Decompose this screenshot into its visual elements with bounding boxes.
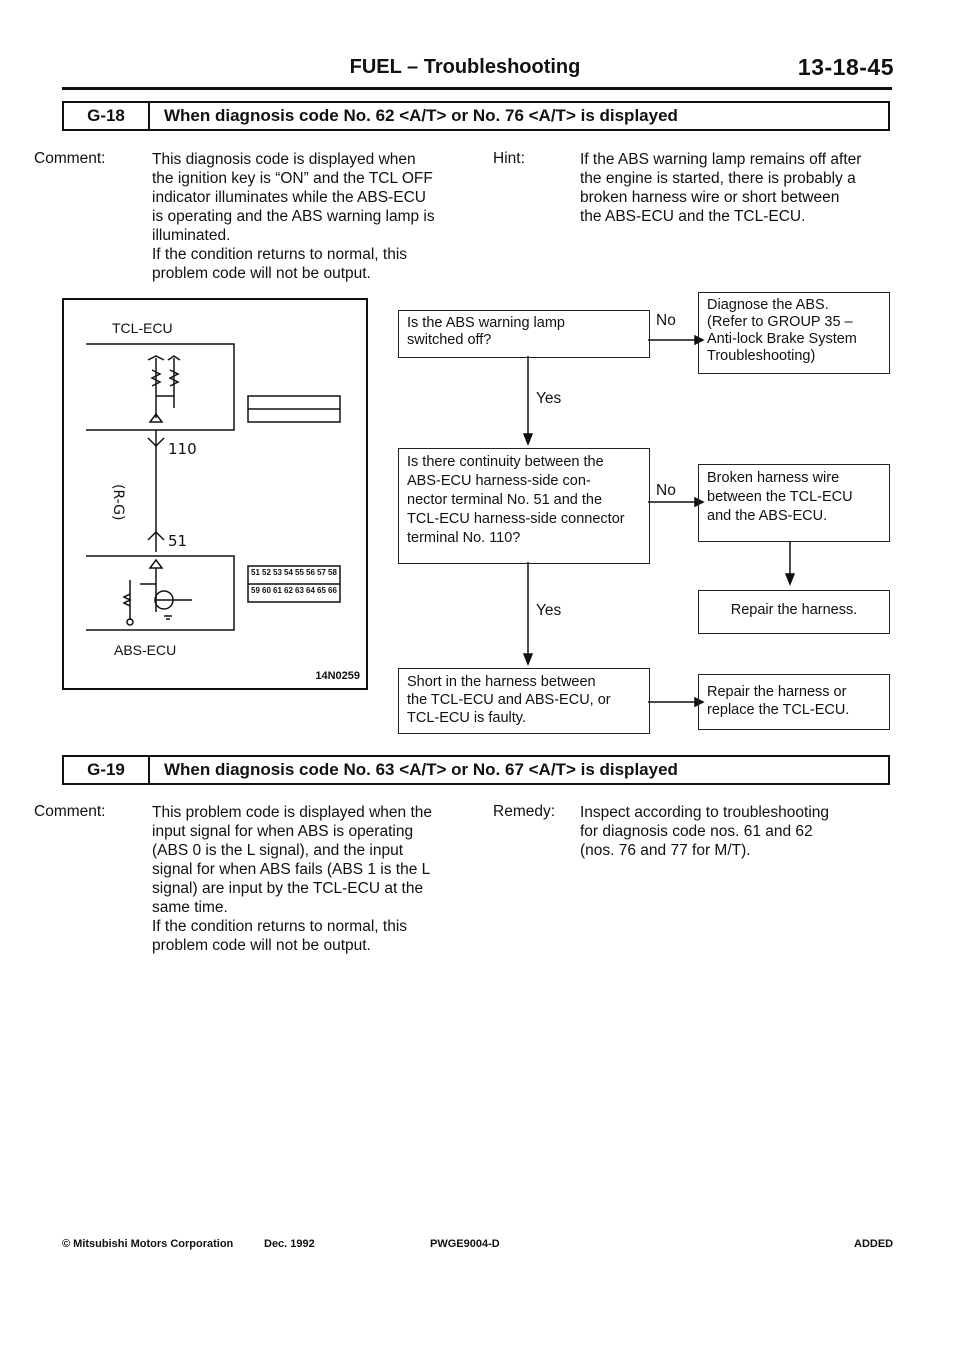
flow-answer-3 bbox=[698, 674, 890, 730]
footer-copyright: © Mitsubishi Motors Corporation bbox=[62, 1238, 234, 1250]
terminal-51-label: 51 bbox=[168, 532, 188, 550]
g18-hint-line: the engine is started, there is probably a bbox=[580, 170, 856, 187]
flow-answer-2 bbox=[698, 464, 890, 542]
abs-connector-row-1 bbox=[250, 568, 338, 577]
circuit-diagram bbox=[62, 298, 368, 690]
g18-hint-line: broken harness wire or short between bbox=[580, 189, 840, 206]
abs-ecu-label: ABS-ECU bbox=[114, 642, 177, 658]
flow-q3-line: Short in the harness between bbox=[407, 674, 596, 690]
g18-comment bbox=[152, 150, 472, 283]
flow-q2-line: TCL-ECU harness-side connector bbox=[407, 511, 625, 527]
flow-answer-2b: Repair the harness. bbox=[698, 590, 890, 634]
flow-question-3 bbox=[398, 668, 650, 734]
connector-pin: 66 bbox=[328, 586, 337, 595]
header-rule bbox=[62, 87, 892, 90]
flow-a3-line: replace the TCL-ECU. bbox=[707, 702, 850, 718]
g18-hint-label: Hint: bbox=[493, 150, 525, 167]
g19-code: G-19 bbox=[64, 757, 150, 783]
g18-comment-line: If the condition returns to normal, this bbox=[152, 246, 408, 263]
flow-a2-line: Broken harness wire bbox=[707, 470, 840, 486]
flow-no-label-2: No bbox=[656, 482, 676, 499]
connector-pin: 65 bbox=[317, 586, 326, 595]
footer-doc-id: PWGE9004-D bbox=[430, 1238, 500, 1250]
g19-remedy bbox=[580, 803, 900, 860]
g19-remedy-line: for diagnosis code nos. 61 and 62 bbox=[580, 823, 813, 840]
flow-yes-label: Yes bbox=[536, 390, 562, 407]
connector-pin: 52 bbox=[262, 568, 271, 577]
flow-q2-line: nector terminal No. 51 and the bbox=[407, 492, 603, 508]
flow-question-1 bbox=[398, 310, 650, 358]
g18-comment-line: is operating and the ABS warning lamp is bbox=[152, 208, 435, 225]
connector-pin: 51 bbox=[251, 568, 260, 577]
g19-heading bbox=[62, 755, 890, 785]
flow-a1-line: (Refer to GROUP 35 – bbox=[707, 314, 853, 330]
g19-comment-label: Comment: bbox=[34, 803, 106, 820]
g18-comment-line: indicator illuminates while the ABS-ECU bbox=[152, 189, 426, 206]
connector-pin: 59 bbox=[251, 586, 260, 595]
g18-title: When diagnosis code No. 62 <A/T> or No. 76 <A/T> is displayed bbox=[164, 106, 678, 125]
connector-pin: 56 bbox=[306, 568, 315, 577]
flow-a2-line: and the ABS-ECU. bbox=[707, 508, 828, 524]
abs-connector-row-2 bbox=[250, 586, 338, 595]
page-number: 13-18-45 bbox=[797, 54, 894, 80]
g18-comment-line: This diagnosis code is displayed when bbox=[152, 151, 416, 168]
connector-pin: 55 bbox=[295, 568, 304, 577]
figure-code: 14N0259 bbox=[315, 670, 360, 682]
connector-pin: 64 bbox=[306, 586, 315, 595]
g18-hint bbox=[580, 150, 900, 226]
flow-q2-line: ABS-ECU harness-side con- bbox=[407, 473, 591, 489]
connector-pin: 61 bbox=[273, 586, 282, 595]
g19-remedy-line: (nos. 76 and 77 for M/T). bbox=[580, 842, 751, 859]
flow-q3-line: the TCL-ECU and ABS-ECU, or bbox=[407, 692, 611, 708]
footer-date: Dec. 1992 bbox=[264, 1238, 315, 1250]
connector-pin: 62 bbox=[284, 586, 293, 595]
g19-title: When diagnosis code No. 63 <A/T> or No. 67 <A/T> is displayed bbox=[164, 760, 678, 779]
g18-comment-line: illuminated. bbox=[152, 227, 231, 244]
flow-yes-label-2: Yes bbox=[536, 602, 562, 619]
g18-comment-line: the ignition key is “ON” and the TCL OFF bbox=[152, 170, 433, 187]
flow-q3-line: TCL-ECU is faulty. bbox=[407, 710, 526, 726]
flow-q2-line: terminal No. 110? bbox=[407, 530, 521, 546]
flow-q1-line: Is the ABS warning lamp bbox=[407, 315, 565, 331]
footer-status: ADDED bbox=[854, 1238, 894, 1250]
flow-a1-line: Troubleshooting) bbox=[707, 348, 816, 364]
flow-question-2 bbox=[398, 448, 650, 564]
g19-comment-line: signal for when ABS fails (ABS 1 is the L bbox=[152, 861, 431, 878]
flow-a1-line: Diagnose the ABS. bbox=[707, 297, 829, 313]
connector-pin: 53 bbox=[273, 568, 282, 577]
wire-color-label: (R-G) bbox=[110, 484, 126, 521]
connector-pin: 63 bbox=[295, 586, 304, 595]
flow-a3-line: Repair the harness or bbox=[707, 684, 847, 700]
flow-q2-line: Is there continuity between the bbox=[407, 454, 604, 470]
flow-answer-1 bbox=[698, 292, 890, 374]
flow-no-label: No bbox=[656, 312, 676, 329]
flow-a1-line: Anti-lock Brake System bbox=[707, 331, 857, 347]
g18-comment-label: Comment: bbox=[34, 150, 106, 167]
connector-pin: 60 bbox=[262, 586, 271, 595]
connector-pin: 57 bbox=[317, 568, 326, 577]
g18-heading bbox=[62, 101, 890, 131]
g18-hint-line: If the ABS warning lamp remains off after bbox=[580, 151, 862, 168]
tcl-ecu-label: TCL-ECU bbox=[112, 320, 173, 336]
g19-comment-line: same time. bbox=[152, 899, 228, 916]
flow-a2-line: between the TCL-ECU bbox=[707, 489, 853, 505]
g19-comment-line: problem code will not be output. bbox=[152, 937, 371, 954]
terminal-110-label: 110 bbox=[168, 440, 197, 458]
g19-remedy-line: Inspect according to troubleshooting bbox=[580, 804, 830, 821]
connector-pin: 58 bbox=[328, 568, 337, 577]
g18-hint-line: the ABS-ECU and the TCL-ECU. bbox=[580, 208, 806, 225]
flow-q1-line: switched off? bbox=[407, 332, 492, 348]
g19-comment-line: signal) are input by the TCL-ECU at the bbox=[152, 880, 424, 897]
g19-comment-line: This problem code is displayed when the bbox=[152, 804, 433, 821]
g19-comment-line: If the condition returns to normal, this bbox=[152, 918, 408, 935]
g18-comment-line: problem code will not be output. bbox=[152, 265, 371, 282]
section-title: FUEL – Troubleshooting bbox=[349, 56, 581, 78]
connector-pin: 54 bbox=[284, 568, 293, 577]
g19-comment bbox=[152, 803, 472, 955]
g19-comment-line: (ABS 0 is the L signal), and the input bbox=[152, 842, 404, 859]
g18-code: G-18 bbox=[64, 103, 150, 129]
g19-remedy-label: Remedy: bbox=[493, 803, 556, 820]
g19-comment-line: input signal for when ABS is operating bbox=[152, 823, 414, 840]
